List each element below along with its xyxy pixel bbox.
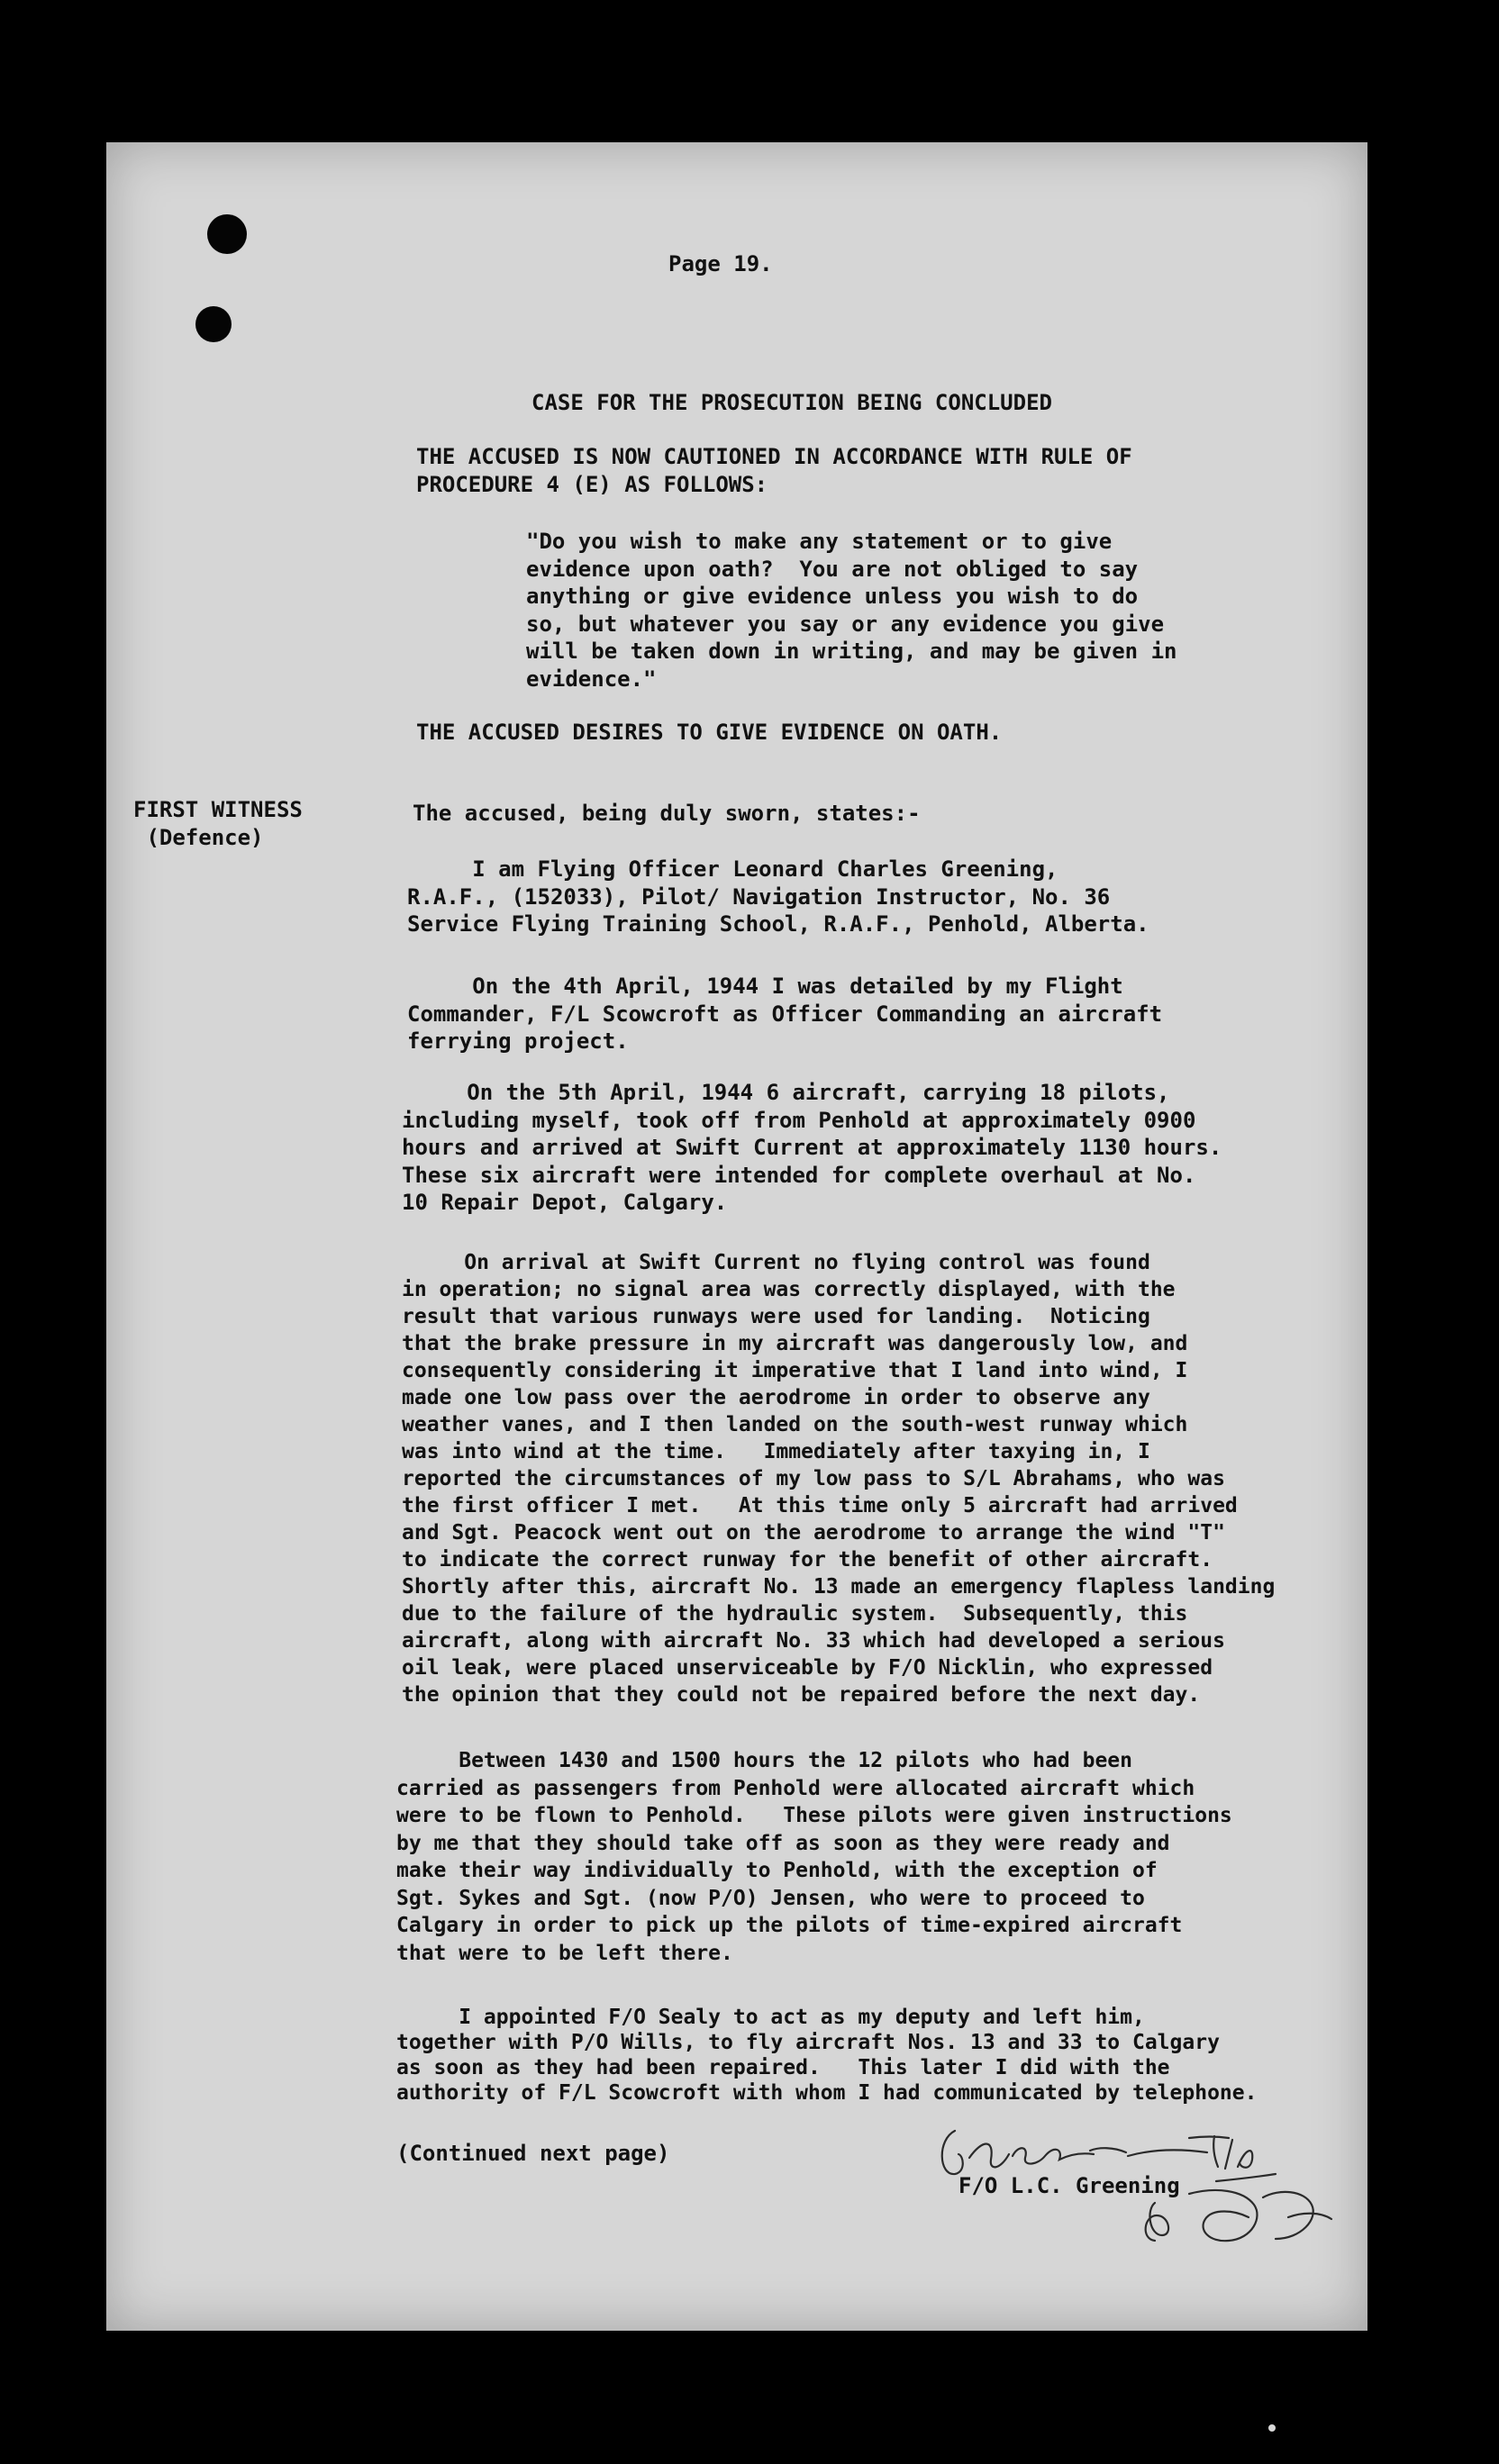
- testimony-paragraph: [396, 1747, 1232, 1967]
- signer-name: F/O L.C. Greening: [958, 2173, 1180, 2198]
- witness-label: [133, 796, 303, 851]
- testimony-paragraph: [407, 973, 1162, 1055]
- text-line: Between 1430 and 1500 hours the 12 pilots who had been: [396, 1749, 1132, 1772]
- punch-hole: [195, 306, 232, 342]
- text-line: R.A.F., (152033), Pilot/ Navigation Instructor, No. 36: [407, 883, 1111, 910]
- text-line: carried as passengers from Penhold were allocated aircraft which: [396, 1776, 1195, 1800]
- text-line: make their way individually to Penhold, with the exception of: [396, 1859, 1158, 1882]
- text-line: Sgt. Sykes and Sgt. (now P/O) Jensen, who were to proceed to: [396, 1886, 1145, 1910]
- caution-line: THE ACCUSED IS NOW CAUTIONED IN ACCORDANCE WITH RULE OF: [416, 444, 1132, 469]
- text-line: were to be flown to Penhold. These pilots were given instructions: [396, 1804, 1232, 1827]
- witness-label-line: FIRST WITNESS: [133, 797, 303, 822]
- caution-line: PROCEDURE 4 (E) AS FOLLOWS:: [416, 471, 768, 497]
- testimony-paragraph: [402, 1079, 1222, 1217]
- text-line: consequently considering it imperative that I land into wind, I: [402, 1359, 1188, 1382]
- text-line: Service Flying Training School, R.A.F., Penhold, Alberta.: [407, 911, 1149, 937]
- caution-statement: [416, 443, 1132, 498]
- text-line: ferrying project.: [407, 1028, 629, 1054]
- text-line: On the 4th April, 1944 I was detailed by my Flight: [407, 974, 1123, 999]
- prosecution-heading: CASE FOR THE PROSECUTION BEING CONCLUDED: [531, 390, 1052, 415]
- text-line: Shortly after this, aircraft No. 13 made an emergency flapless landing: [402, 1575, 1276, 1599]
- text-line: I appointed F/O Sealy to act as my deputy and left him,: [396, 2006, 1145, 2029]
- text-line: made one low pass over the aerodrome in order to observe any: [402, 1386, 1150, 1409]
- text-line: the first officer I met. At this time only 5 aircraft had arrived: [402, 1494, 1238, 1517]
- text-line: weather vanes, and I then landed on the south-west runway which: [402, 1413, 1188, 1436]
- text-line: reported the circumstances of my low pass to S/L Abrahams, who was: [402, 1467, 1225, 1490]
- page-number: Page 19.: [668, 251, 773, 276]
- witness-label-line: (Defence): [133, 824, 264, 850]
- dust-speck: [1268, 2424, 1276, 2432]
- text-line: I am Flying Officer Leonard Charles Greening,: [407, 856, 1058, 882]
- text-line: together with P/O Wills, to fly aircraft Nos. 13 and 33 to Calgary: [396, 2031, 1220, 2054]
- quote-line: will be taken down in writing, and may be given in: [526, 639, 1177, 664]
- text-line: authority of F/L Scowcroft with whom I had communicated by telephone.: [396, 2081, 1258, 2105]
- quote-line: anything or give evidence unless you wish to do: [526, 584, 1139, 609]
- text-line: Calgary in order to pick up the pilots of time-expired aircraft: [396, 1914, 1183, 1937]
- text-line: that were to be left there.: [396, 1941, 733, 1965]
- text-line: result that various runways were used for landing. Noticing: [402, 1305, 1150, 1328]
- quote-line: so, but whatever you say or any evidence you give: [526, 611, 1165, 637]
- text-line: by me that they should take off as soon as they were ready and: [396, 1831, 1170, 1855]
- text-line: hours and arrived at Swift Current at approximately 1130 hours.: [402, 1135, 1222, 1160]
- text-line: was into wind at the time. Immediately after taxying in, I: [402, 1440, 1150, 1463]
- quote-line: evidence upon oath? You are not obliged to say: [526, 556, 1139, 582]
- quote-line: evidence.": [526, 666, 657, 692]
- accused-desire-statement: THE ACCUSED DESIRES TO GIVE EVIDENCE ON OATH.: [416, 720, 1003, 745]
- text-line: the opinion that they could not be repaired before the next day.: [402, 1683, 1201, 1707]
- text-line: due to the failure of the hydraulic system. Subsequently, this: [402, 1602, 1188, 1626]
- caution-quote: [526, 528, 1176, 693]
- testimony-paragraph: [396, 2005, 1257, 2106]
- testimony-paragraph: [402, 1249, 1275, 1708]
- quote-line: "Do you wish to make any statement or to give: [526, 529, 1113, 554]
- text-line: On arrival at Swift Current no flying control was found: [402, 1251, 1150, 1274]
- text-line: to indicate the correct runway for the benefit of other aircraft.: [402, 1548, 1213, 1572]
- text-line: as soon as they had been repaired. This later I did with the: [396, 2056, 1170, 2079]
- punch-hole: [207, 214, 247, 254]
- text-line: 10 Repair Depot, Calgary.: [402, 1190, 728, 1215]
- text-line: and Sgt. Peacock went out on the aerodrome to arrange the wind "T": [402, 1521, 1225, 1545]
- text-line: including myself, took off from Penhold at approximately 0900: [402, 1107, 1196, 1133]
- testimony-paragraph: [407, 856, 1149, 938]
- text-line: Commander, F/L Scowcroft as Officer Commanding an aircraft: [407, 1001, 1163, 1027]
- text-line: On the 5th April, 1944 6 aircraft, carrying 18 pilots,: [402, 1080, 1170, 1105]
- text-line: that the brake pressure in my aircraft was dangerously low, and: [402, 1332, 1188, 1355]
- text-line: oil leak, were placed unserviceable by F/O Nicklin, who expressed: [402, 1656, 1213, 1680]
- testimony-intro: The accused, being duly sworn, states:-: [413, 801, 921, 826]
- text-line: These six aircraft were intended for complete overhaul at No.: [402, 1162, 1196, 1188]
- text-line: aircraft, along with aircraft No. 33 which had developed a serious: [402, 1629, 1225, 1653]
- continued-note: (Continued next page): [396, 2141, 670, 2166]
- text-line: in operation; no signal area was correctly displayed, with the: [402, 1278, 1176, 1301]
